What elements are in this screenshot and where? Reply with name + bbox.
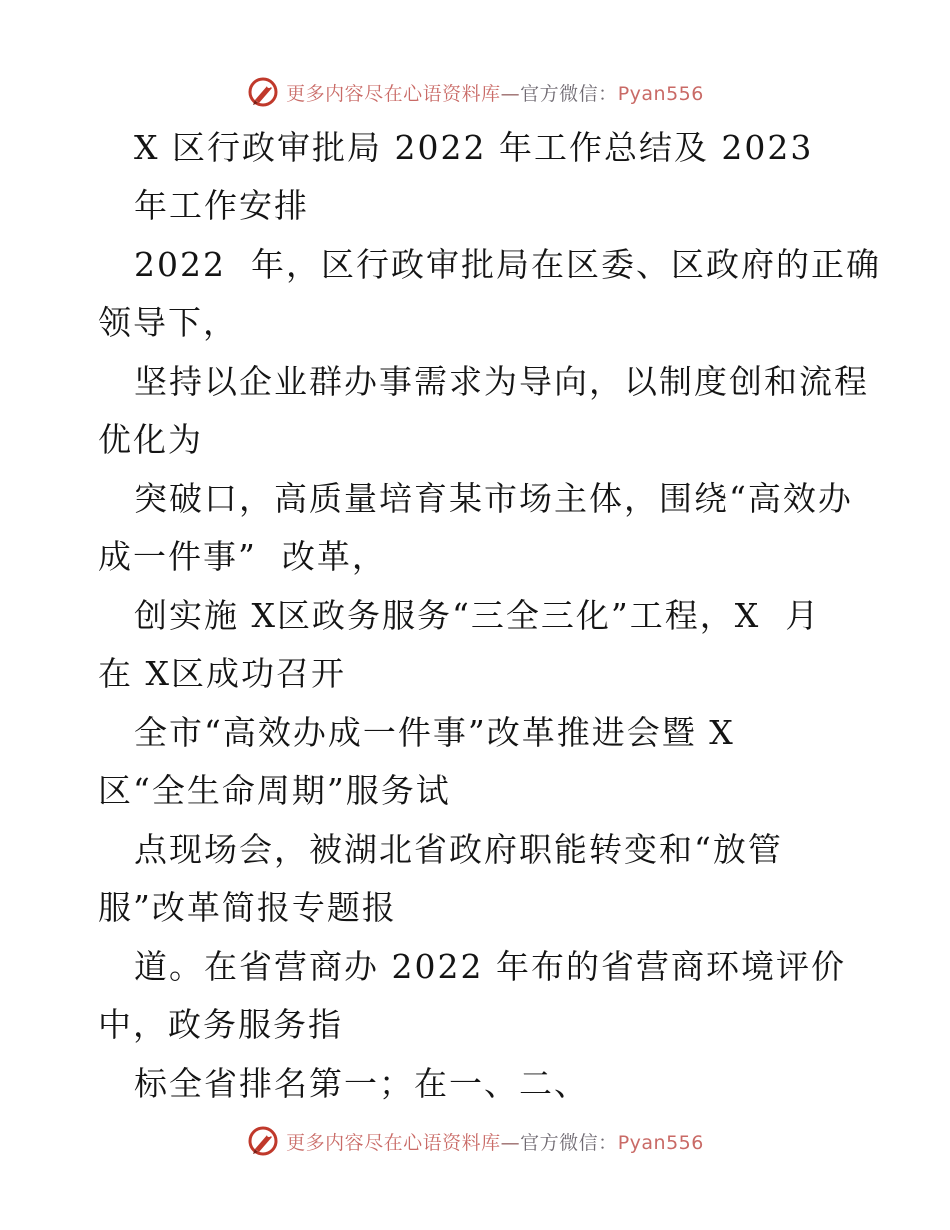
pen-logo-icon bbox=[246, 1124, 280, 1158]
paragraph-line: 优化为 bbox=[98, 420, 203, 459]
header-watermark bbox=[0, 72, 950, 112]
paragraph-line: 全市“高效办成一件事”改革推进会暨 X bbox=[134, 713, 735, 752]
pen-logo-icon bbox=[246, 75, 280, 109]
watermark-wechat-id: Pyan556 bbox=[617, 82, 704, 105]
watermark-wechat-label: 官方微信： bbox=[520, 1131, 618, 1154]
footer-watermark bbox=[0, 1121, 950, 1161]
paragraph-line: 成一件事” 改革， bbox=[98, 537, 387, 576]
watermark-wechat-label: 官方微信： bbox=[520, 82, 618, 105]
watermark-main-text: 更多内容尽在心语资料库 bbox=[286, 1131, 501, 1154]
watermark-wechat-id: Pyan556 bbox=[617, 1131, 704, 1154]
paragraph-line: 道。在省营商办 2022 年布的省营商环境评价 bbox=[134, 947, 846, 986]
paragraph-line: 在 X区成功召开 bbox=[98, 654, 346, 693]
paragraph-line: 区“全生命周期”服务试 bbox=[98, 771, 451, 810]
document-title-line-2: 年工作安排 bbox=[134, 186, 309, 225]
watermark-dash: — bbox=[500, 1131, 521, 1154]
watermark-dash: — bbox=[500, 82, 521, 105]
paragraph-line: 领导下， bbox=[98, 303, 238, 342]
paragraph-line: 标全省排名第一；在一、二、 bbox=[134, 1064, 589, 1103]
paragraph-line: 突破口，高质量培育某市场主体，围绕“高效办 bbox=[134, 479, 853, 518]
paragraph-line: 坚持以企业群办事需求为导向，以制度创和流程 bbox=[134, 362, 869, 401]
paragraph-line: 2022 年，区行政审批局在区委、区政府的正确 bbox=[134, 245, 881, 284]
paragraph-line: 服”改革简报专题报 bbox=[98, 888, 397, 927]
document-title-line-1: X 区行政审批局 2022 年工作总结及 2023 bbox=[134, 128, 814, 167]
paragraph-line: 点现场会，被湖北省政府职能转变和“放管 bbox=[134, 830, 783, 869]
watermark-main-text: 更多内容尽在心语资料库 bbox=[286, 82, 501, 105]
paragraph-line: 中，政务服务指 bbox=[98, 1005, 343, 1044]
paragraph-line: 创实施 X区政务服务“三全三化”工程，X 月 bbox=[134, 596, 821, 635]
